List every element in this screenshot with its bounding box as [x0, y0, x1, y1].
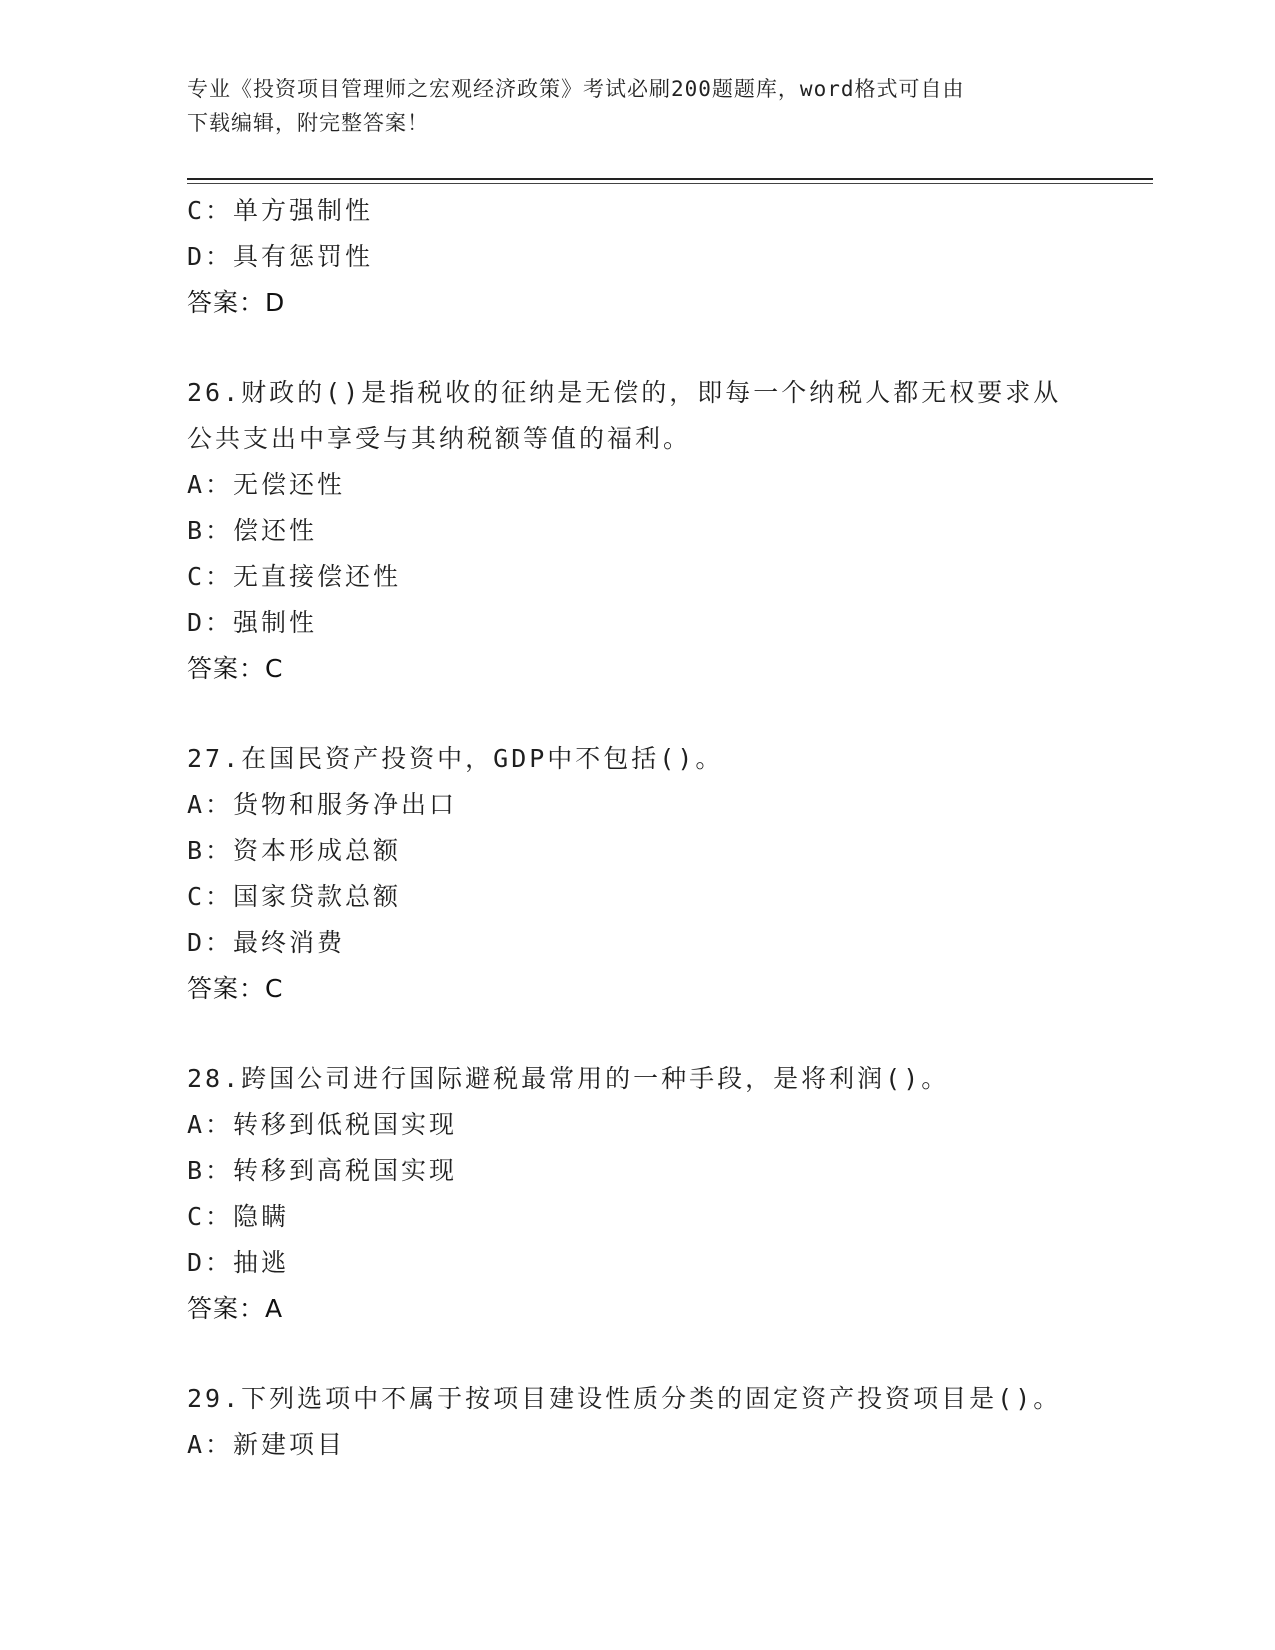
option-a: A：货物和服务净出口 [187, 790, 458, 819]
answer-line: 答案：A [187, 1294, 284, 1323]
option-c: C：国家贷款总额 [187, 882, 402, 911]
question-stem-continued: 公共支出中享受与其纳税额等值的福利。 [187, 424, 692, 453]
option-c: C：单方强制性 [187, 196, 374, 225]
header-line-2: 下载编辑，附完整答案！ [187, 111, 429, 135]
spacer [187, 692, 1087, 736]
header-divider-thin [187, 183, 1153, 184]
option-d: D：最终消费 [187, 928, 346, 957]
answer-line: 答案：D [187, 288, 286, 317]
question-stem: 26.财政的()是指税收的征纳是无偿的，即每一个纳税人都无权要求从 [187, 378, 1062, 407]
question-27 [187, 736, 1087, 1012]
option-c: C：无直接偿还性 [187, 562, 402, 591]
answer-line: 答案：C [187, 974, 284, 1003]
spacer [187, 326, 1087, 370]
question-28 [187, 1056, 1087, 1332]
spacer [187, 1332, 1087, 1376]
option-c: C：隐瞒 [187, 1202, 290, 1231]
answer-line: 答案：C [187, 654, 284, 683]
option-a: A：转移到低税国实现 [187, 1110, 458, 1139]
question-stem: 27.在国民资产投资中，GDP中不包括()。 [187, 744, 724, 773]
header-line-1: 专业《投资项目管理师之宏观经济政策》考试必刷200题题库，word格式可自由 [187, 77, 965, 101]
option-b: B：资本形成总额 [187, 836, 402, 865]
question-stem: 28.跨国公司进行国际避税最常用的一种手段，是将利润()。 [187, 1064, 950, 1093]
header-divider-thick [187, 178, 1153, 180]
option-d: D：强制性 [187, 608, 318, 637]
option-a: A：无偿还性 [187, 470, 346, 499]
option-d: D：抽逃 [187, 1248, 290, 1277]
previous-question-tail [187, 188, 1087, 326]
option-a: A：新建项目 [187, 1430, 346, 1459]
question-stem: 29.下列选项中不属于按项目建设性质分类的固定资产投资项目是()。 [187, 1384, 1062, 1413]
option-b: B：偿还性 [187, 516, 318, 545]
question-list [187, 188, 1087, 1468]
option-d: D：具有惩罚性 [187, 242, 374, 271]
spacer [187, 1012, 1087, 1056]
question-29 [187, 1376, 1087, 1468]
option-b: B：转移到高税国实现 [187, 1156, 458, 1185]
document-header [187, 72, 1067, 140]
question-26 [187, 370, 1087, 692]
